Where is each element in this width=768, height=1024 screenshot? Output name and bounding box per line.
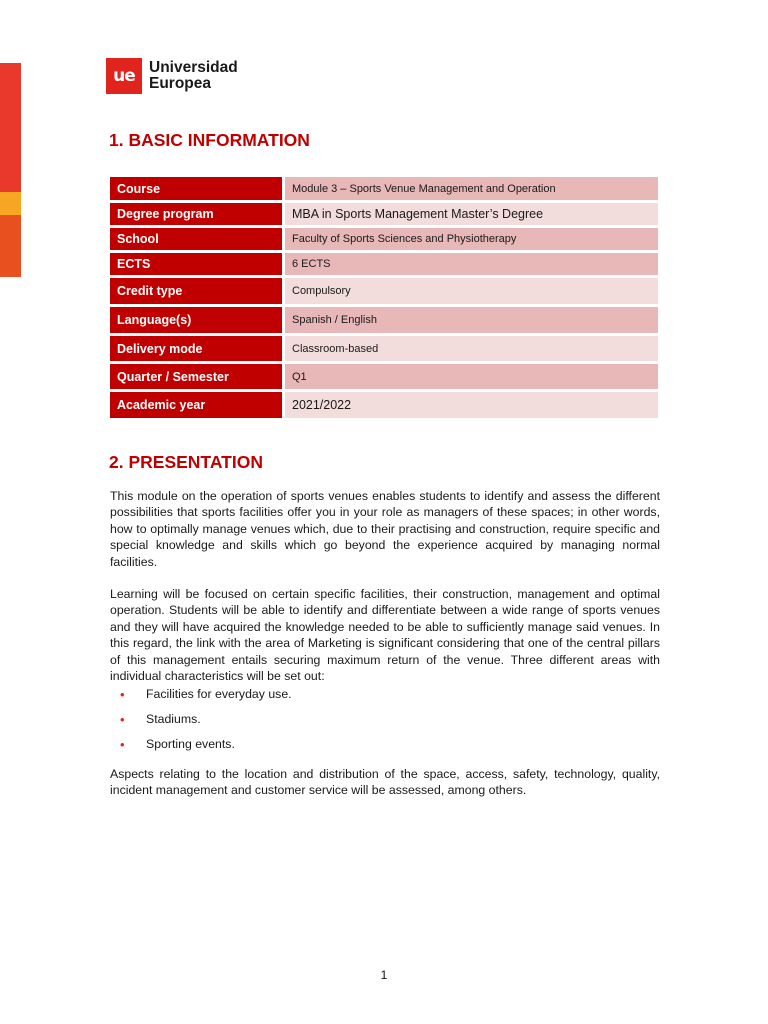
- presentation-paragraph-3: Aspects relating to the location and distribution of the space, access, safety, technology, quality, incident management and customer service will be assessed, among others.: [110, 767, 660, 798]
- row-label: Degree program: [110, 203, 285, 225]
- list-item: [120, 712, 292, 737]
- row-value: Module 3 – Sports Venue Management and Operation: [285, 177, 658, 200]
- presentation-paragraph-2: Learning will be focused on certain specific facilities, their construction, management and optimal operation. Students will be able to identify and differentiate between a wide range of sports venues and they will have acquired the knowledge needed to be able to sufficiently manage said venues. In this regard, the link with the area of Marketing is significant considering that one of the central pillars of this management entails securing maximum return of the venue. Three different areas with individual characteristics will be set out:: [110, 587, 660, 684]
- table-row: [110, 203, 658, 225]
- university-logo: [106, 58, 238, 94]
- list-item-text: Sporting events.: [146, 737, 235, 751]
- logo-mark: ue: [106, 58, 142, 94]
- table-row: [110, 392, 658, 418]
- row-label: School: [110, 228, 285, 250]
- row-label: ECTS: [110, 253, 285, 275]
- table-row: [110, 307, 658, 333]
- logo-line1: Universidad: [149, 59, 238, 76]
- logo-line2: Europea: [149, 75, 212, 92]
- section-heading-presentation: 2. PRESENTATION: [109, 452, 263, 472]
- row-value: 6 ECTS: [285, 253, 658, 275]
- table-row: [110, 228, 658, 250]
- row-value: Q1: [285, 364, 658, 389]
- list-item-text: Facilities for everyday use.: [146, 687, 292, 701]
- bullet-icon: •: [120, 687, 125, 702]
- areas-bullet-list: [120, 687, 292, 762]
- row-value: Compulsory: [285, 278, 658, 304]
- bullet-icon: •: [120, 712, 125, 727]
- row-label: Language(s): [110, 307, 285, 333]
- list-item: [120, 737, 292, 762]
- row-value: 2021/2022: [285, 392, 658, 418]
- table-row: [110, 336, 658, 361]
- side-accent-red: [0, 63, 21, 192]
- table-row: [110, 177, 658, 200]
- side-accent-orange: [0, 192, 21, 215]
- list-item-text: Stadiums.: [146, 712, 201, 726]
- row-value: MBA in Sports Management Master’s Degree: [285, 203, 658, 225]
- list-item: [120, 687, 292, 712]
- row-label: Academic year: [110, 392, 285, 418]
- row-label: Credit type: [110, 278, 285, 304]
- row-label: Delivery mode: [110, 336, 285, 361]
- row-label: Quarter / Semester: [110, 364, 285, 389]
- page-number: 1: [380, 968, 388, 982]
- table-row: [110, 364, 658, 389]
- presentation-paragraph-1: This module on the operation of sports venues enables students to identify and assess the different possibilities that sports facilities offer you in your role as managers of these spaces; in other words, how to optimally manage venues which, due to their practising and construction, require specific and special knowledge and skills which go beyond the experience acquired by managing normal facilities.: [110, 489, 660, 569]
- bullet-icon: •: [120, 737, 125, 752]
- row-value: Spanish / English: [285, 307, 658, 333]
- table-row: [110, 278, 658, 304]
- row-label: Course: [110, 177, 285, 200]
- row-value: Faculty of Sports Sciences and Physiotherapy: [285, 228, 658, 250]
- basic-information-table: [110, 174, 658, 421]
- side-accent-darkorange: [0, 215, 21, 277]
- section-heading-basic-information: 1. BASIC INFORMATION: [109, 130, 310, 150]
- row-value: Classroom-based: [285, 336, 658, 361]
- table-row: [110, 253, 658, 275]
- logo-text: [149, 60, 238, 92]
